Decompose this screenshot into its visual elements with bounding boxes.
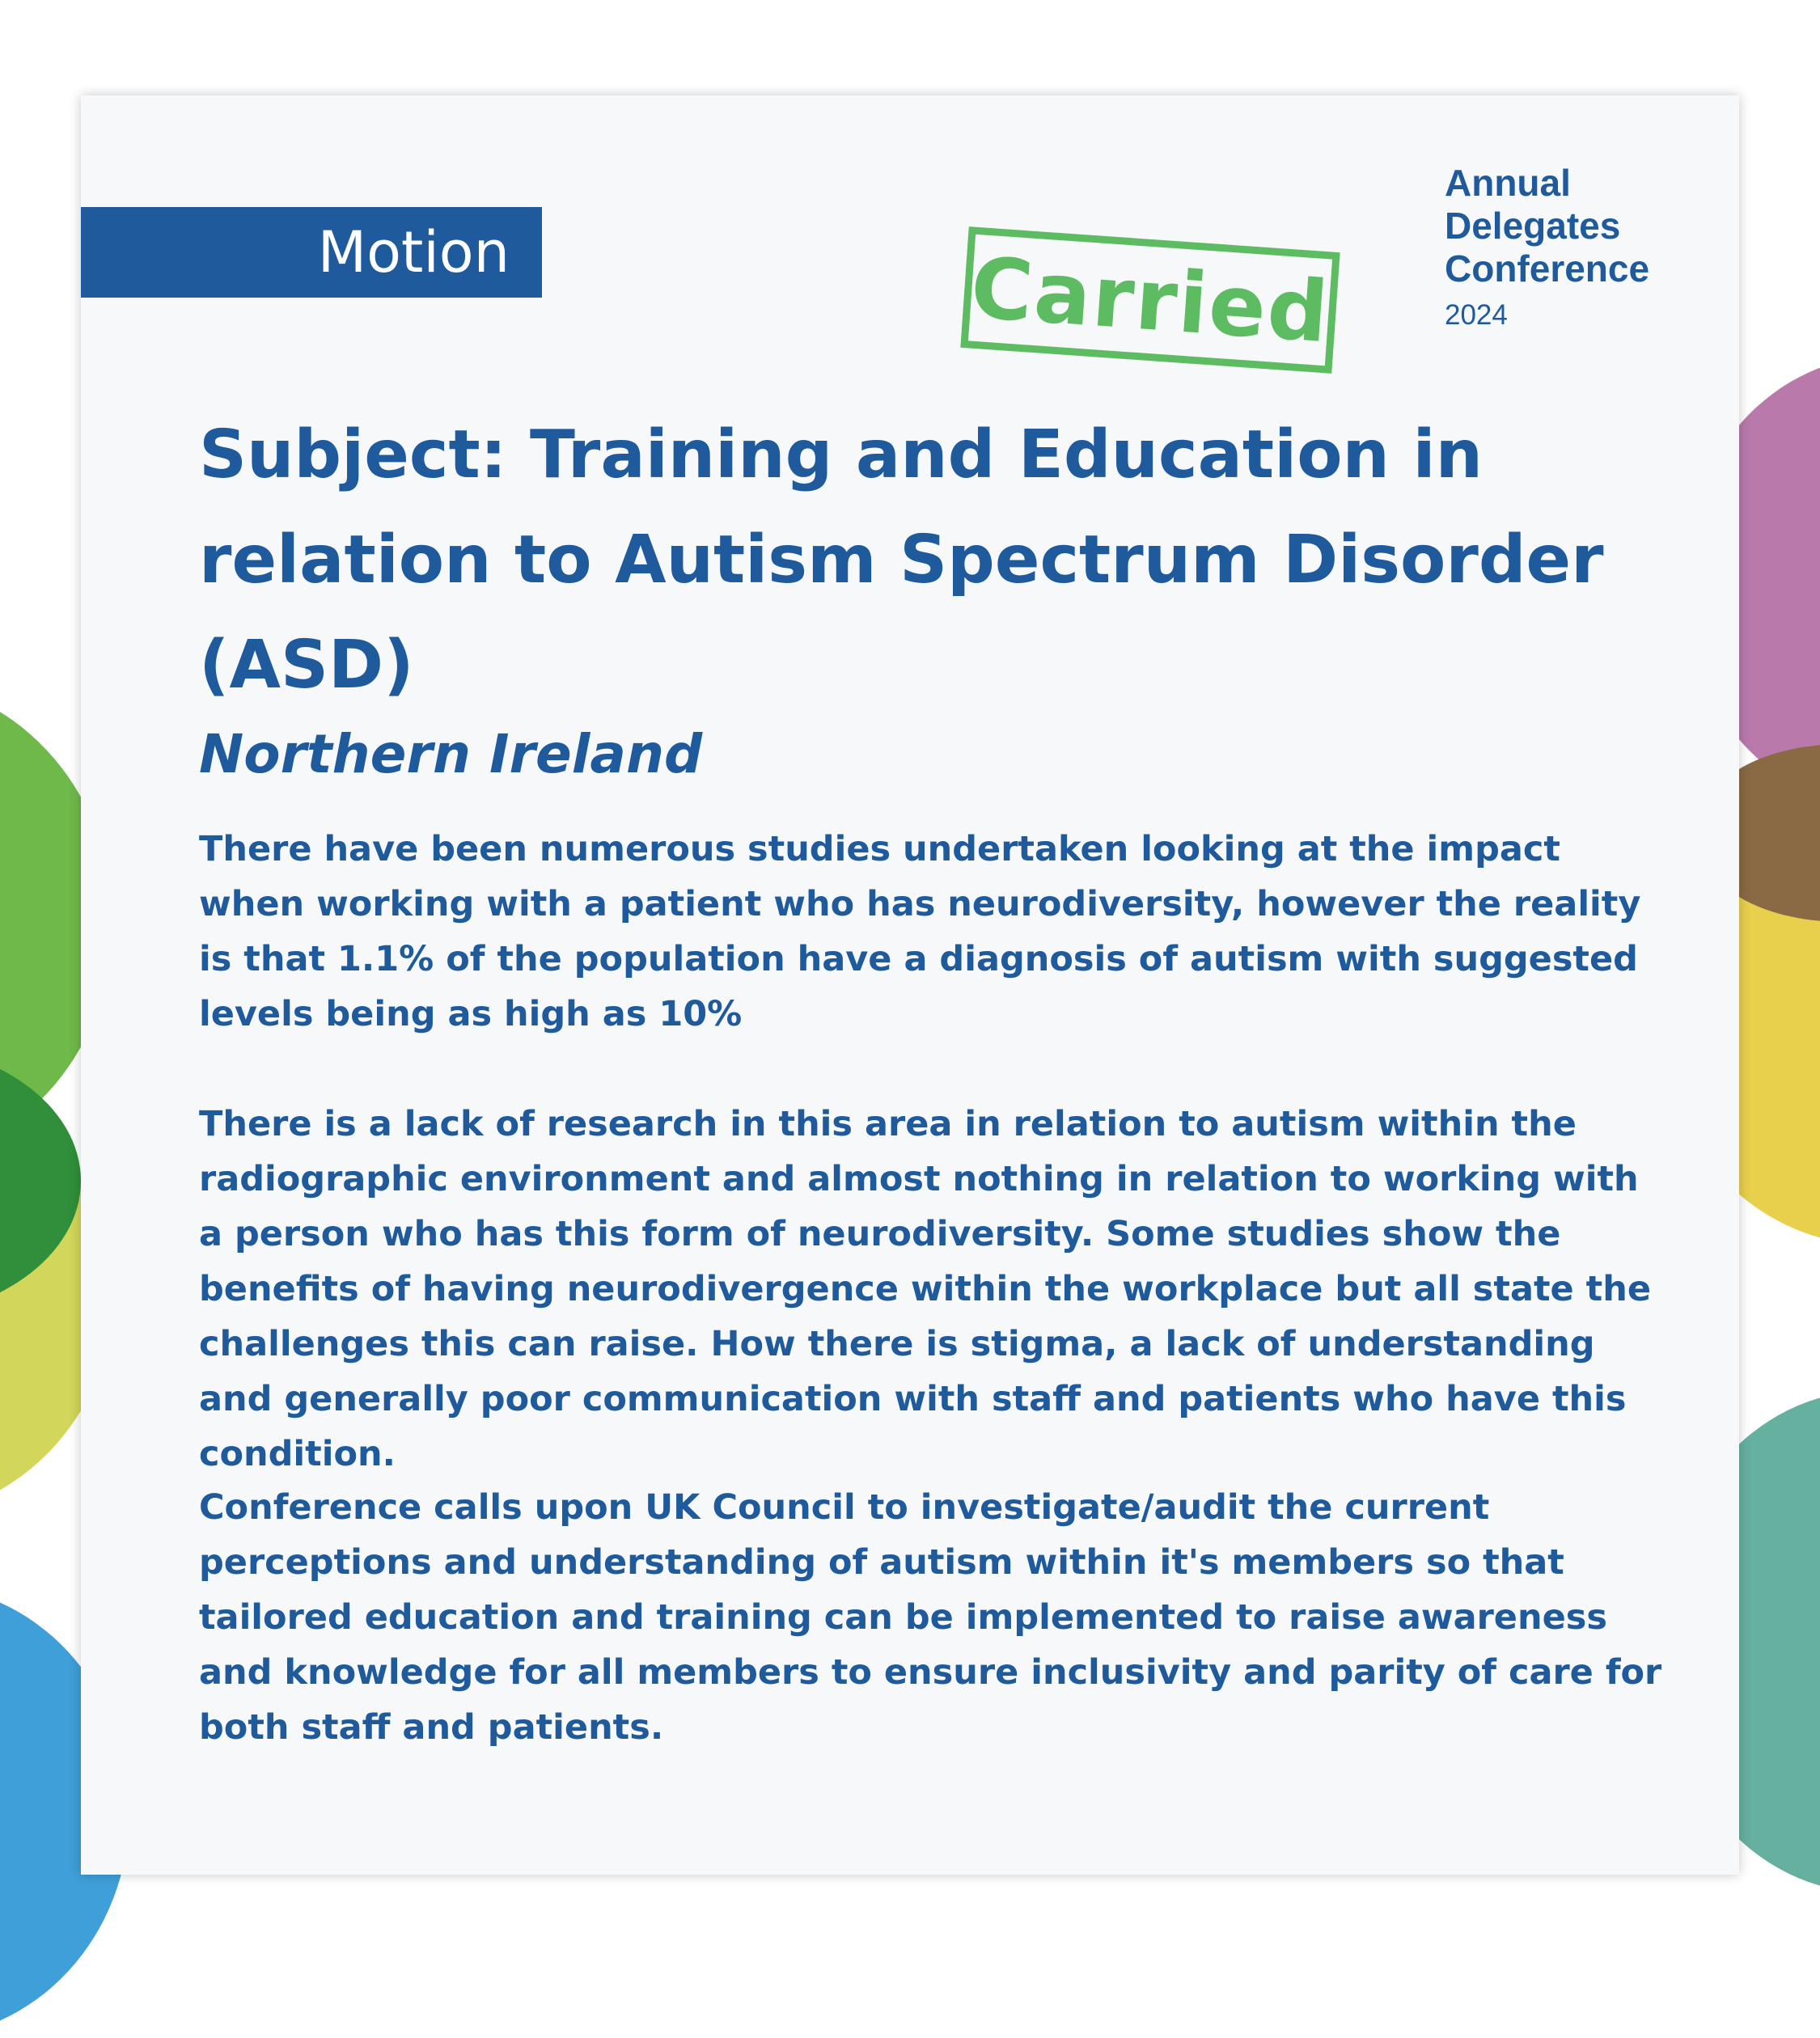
conference-year: 2024 <box>1445 299 1508 331</box>
region-subheading: Northern Ireland <box>199 723 703 785</box>
conference-line-3: Conference <box>1445 247 1650 290</box>
carried-stamp <box>960 226 1340 374</box>
conference-logo <box>1445 162 1649 336</box>
body-paragraph-2: There is a lack of research in this area in relation to autism within the radiographic environment and almost nothing in relation to working with a person who has this form of neurodiversity. Some studies show the benefits of having neurodivergence within the workplace but all state the challenges this can raise. How there is stigma, a lack of understanding and generally poor communication with staff and patients who have this condition. <box>199 1104 1651 1474</box>
subject-heading: Subject: Training and Education in relation to Autism Spectrum Disorder (ASD) <box>199 416 1604 704</box>
motion-tab <box>81 207 542 298</box>
conference-line-1: Annual <box>1445 162 1571 204</box>
motion-card <box>81 95 1739 1875</box>
body-paragraph-3: Conference calls upon UK Council to investigate/audit the current perceptions and understanding of autism within it's members so that tailored education and training can be implemented to raise awareness and knowledge for all members to ensure inclusivity and parity of care for both staff and patients. <box>199 1487 1662 1748</box>
carried-stamp-label: Carried <box>967 238 1333 362</box>
body-paragraph-1: There have been numerous studies undertaken looking at the impact when working with a patient who has neurodiversity, however the reality is that 1.1% of the population have a diagnosis of autism with suggested levels being as high as 10% <box>199 829 1641 1034</box>
motion-tab-label: Motion <box>317 219 510 285</box>
conference-line-2: Delegates <box>1445 205 1621 247</box>
